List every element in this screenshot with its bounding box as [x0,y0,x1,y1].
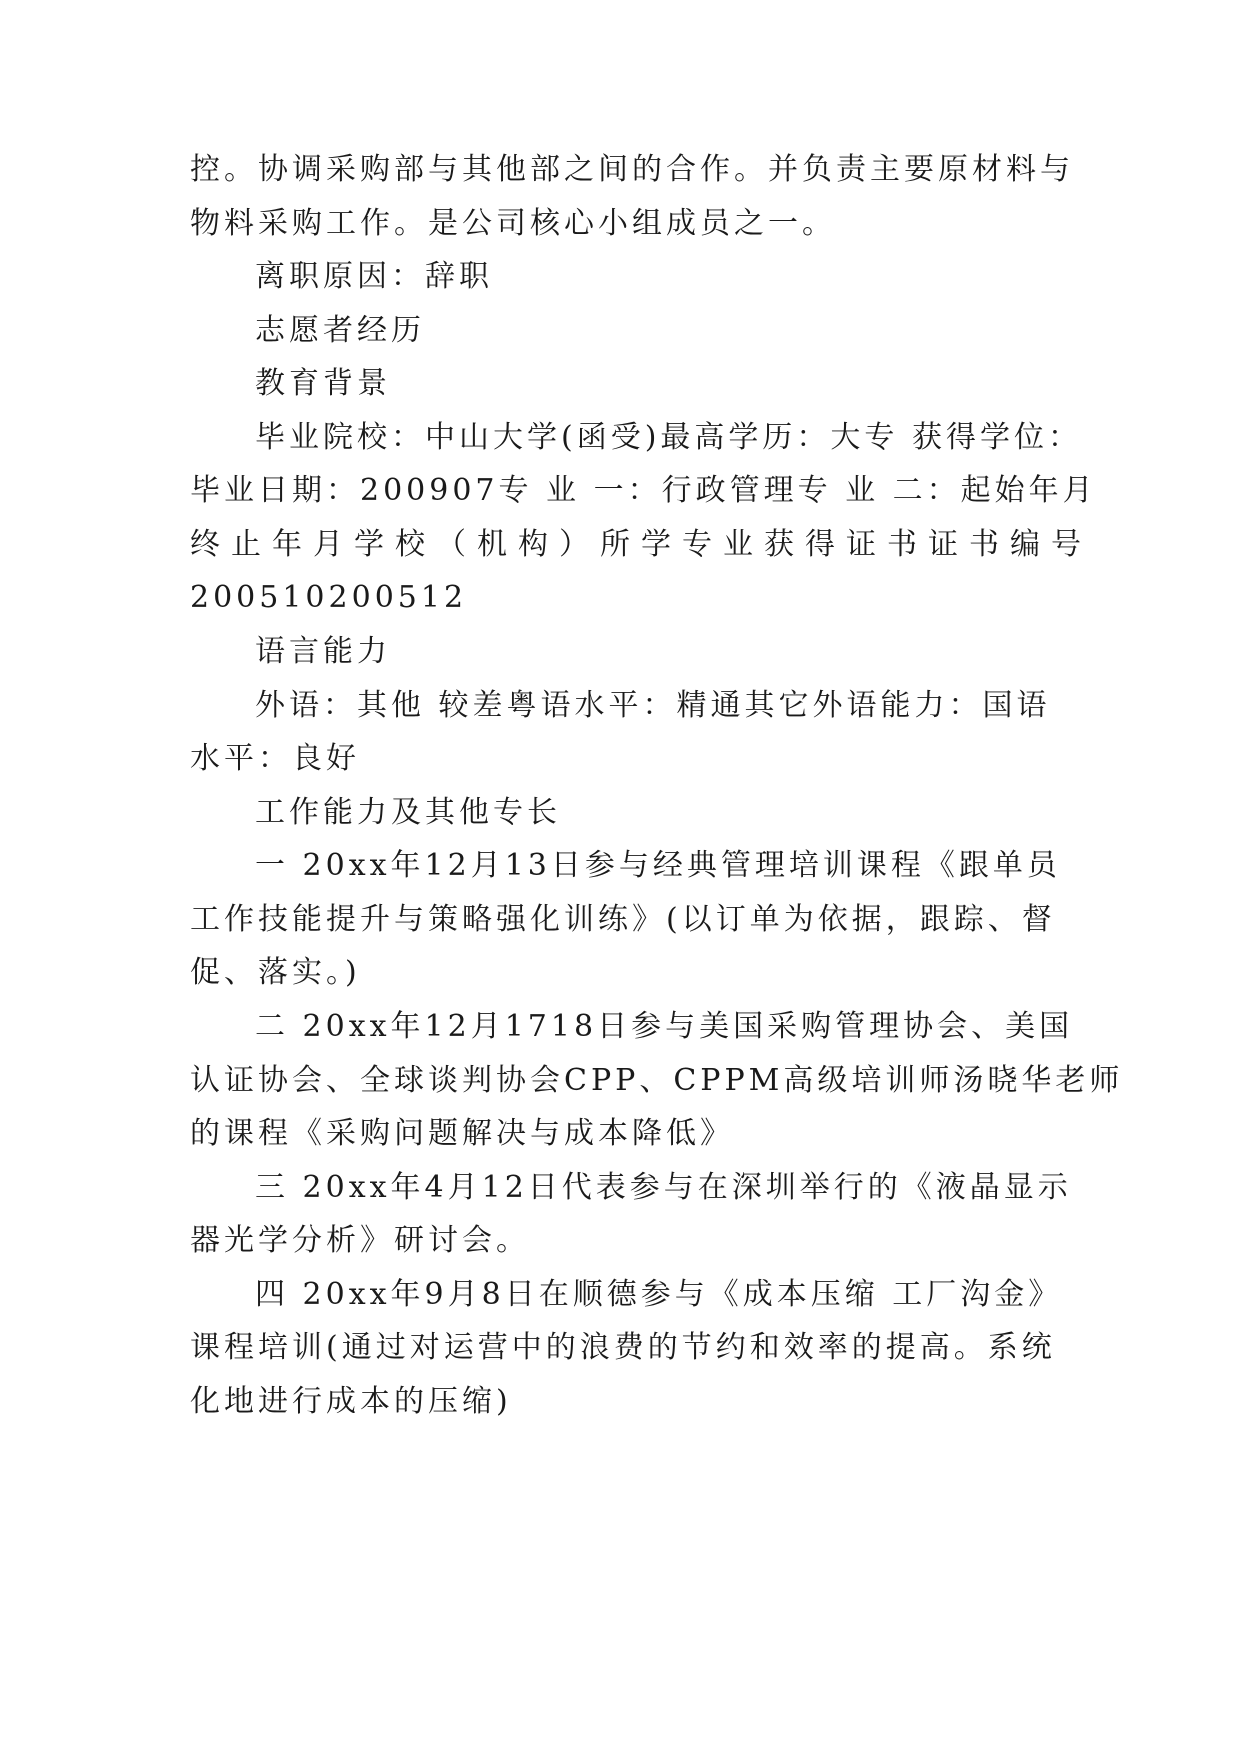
text-line: 毕业院校：中山大学(函受)最高学历：大专 获得学位： [255,420,1082,455]
text-line: 水平：良好 [190,741,360,776]
section-heading: 志愿者经历 [255,313,425,348]
text-line: 一 20xx年12月13日参与经典管理培训课程《跟单员 [255,848,1061,883]
text-line: 毕业日期：200907专 业 一：行政管理专 业 二：起始年月 [190,473,1097,508]
text-line: 终止年月学校（机构）所学专业获得证书证书编号 [190,527,1092,562]
text-line: 化地进行成本的压缩) [190,1384,512,1419]
text-line: 的课程《采购问题解决与成本降低》 [190,1116,734,1151]
text-line: 外语：其他 较差粤语水平：精通其它外语能力：国语 [255,688,1051,723]
section-heading: 语言能力 [255,634,391,669]
text-line: 200510200512 [190,580,468,615]
section-heading: 工作能力及其他专长 [255,795,561,830]
text-line: 控。协调采购部与其他部之间的合作。并负责主要原材料与 [190,152,1074,187]
text-line: 认证协会、全球谈判协会CPP、CPPM高级培训师汤晓华老师 [190,1063,1124,1098]
text-line: 二 20xx年12月1718日参与美国采购管理协会、美国 [255,1009,1074,1044]
text-line: 三 20xx年4月12日代表参与在深圳举行的《液晶显示 [255,1170,1072,1205]
text-line: 器光学分析》研讨会。 [190,1223,530,1258]
section-heading: 教育背景 [255,366,391,401]
text-line: 离职原因：辞职 [255,259,493,294]
text-line: 物料采购工作。是公司核心小组成员之一。 [190,206,836,241]
text-line: 促、落实。) [190,955,361,990]
text-line: 工作技能提升与策略强化训练》(以订单为依据，跟踪、督 [190,902,1056,937]
text-line: 四 20xx年9月8日在顺德参与《成本压缩 工厂沟金》 [255,1277,1063,1312]
text-line: 课程培训(通过对运营中的浪费的节约和效率的提高。系统 [190,1330,1056,1365]
